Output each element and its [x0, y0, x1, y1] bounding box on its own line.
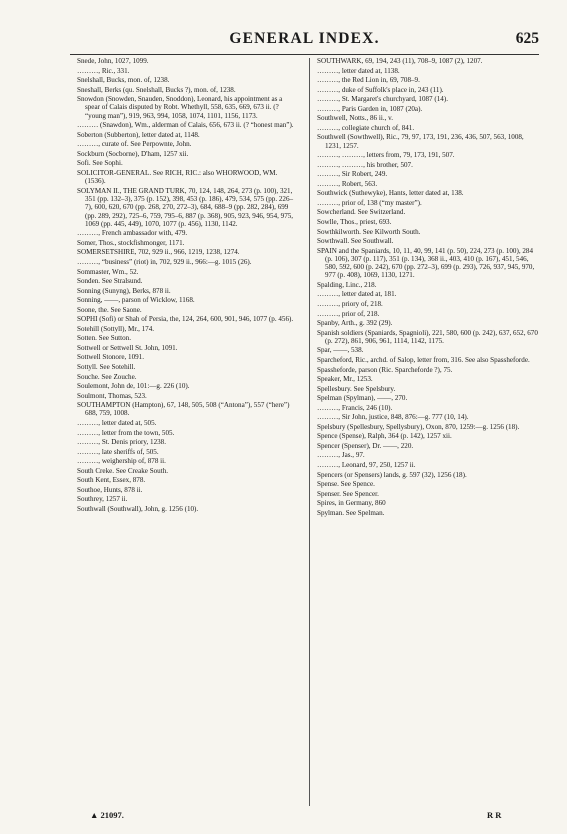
index-entry: South Kent, Essex, 878.: [77, 476, 146, 485]
index-entry: Spires, in Germany, 860: [317, 499, 386, 508]
index-entry: Spelsbury (Spellesbury, Spellysbury), Oxon, 870, 1259:—g. 1256 (18).: [317, 422, 520, 431]
index-entry: Southrey, 1257 ii.: [77, 495, 128, 504]
index-entry: SOUTHWARK, 69, 194, 243 (11), 708–9, 1087 (2), 1207.: [317, 57, 483, 65]
page-number: 625: [515, 30, 539, 47]
index-entry: Spylman. See Spelman.: [317, 508, 385, 517]
index-entry: Soulemont, John de, 101:—g. 226 (10).: [77, 382, 190, 391]
index-entry: Spalding, Linc., 218.: [317, 280, 377, 289]
index-entry: Southwell, Notts., 86 ii., v.: [317, 114, 393, 123]
index-entry: ………, ………, letters from, 79, 173, 191, 507.: [317, 151, 455, 160]
index-entry: ………, Paris Garden in, 1087 (20a).: [317, 104, 423, 113]
index-entry: ………, St. Denis priory, 1238.: [77, 438, 166, 447]
index-entry: ………, St. Margaret's churchyard, 1087 (14).: [317, 95, 448, 104]
signature-mark: ▲ 21097.: [90, 810, 124, 820]
index-entry: Southwick (Suthewyke), Hants, letter dated at, 138.: [317, 189, 464, 198]
index-entry: ………, duke of Suffolk's place in, 243 (11).: [317, 85, 444, 94]
index-entry: Spence (Spense), Ralph, 364 (p. 142), 1257 xii.: [317, 432, 452, 441]
index-entry: Sofi. See Sophi.: [77, 159, 123, 168]
index-entry: ………, letter from the town, 505.: [77, 428, 175, 437]
index-entry: Southoe, Hunts, 878 ii.: [77, 485, 143, 494]
index-entry: Sonning (Sunyng), Berks, 878 ii.: [77, 286, 171, 295]
index-entry: SOPHI (Sofi) or Shah of Persia, the, 124, 264, 600, 901, 946, 1077 (p. 456).: [77, 315, 294, 324]
index-entry: Sommaster, Wm., 52.: [77, 267, 139, 276]
index-entry: ………, Robert, 563.: [317, 179, 378, 188]
index-entry: ………, Francis, 246 (10).: [317, 403, 393, 412]
index-entry: SOUTHAMPTON (Hampton), 67, 148, 505, 508 (“Antona”), 557 (“here”) 688, 759, 1008.: [77, 401, 292, 418]
index-entry: Soberton (Subberton), letter dated at, 1148.: [77, 130, 200, 139]
running-title: GENERAL INDEX.: [229, 30, 380, 47]
index-entry: ………, prior of, 138 (“my master”).: [317, 198, 422, 207]
index-entry: Southwall (Southwall), John, g. 1256 (10).: [77, 504, 199, 513]
index-entry: Sowcherland. See Switzerland.: [317, 208, 406, 217]
index-entry: Sonden. See Stralsund.: [77, 277, 143, 286]
index-entry: ………, ………, his brother, 507.: [317, 160, 413, 169]
index-entry: Speaker, Mr., 1253.: [317, 375, 373, 384]
index-entry: ………, priory of, 218.: [317, 300, 383, 309]
index-entry: ………, Jas., 97.: [317, 451, 365, 460]
index-entry: ………, curate of. See Perpownte, John.: [77, 140, 192, 149]
index-entry: Sotehill (Sottyll), Mr., 174.: [77, 324, 155, 333]
index-entry: Sneshall, Berks (qu. Snelshall, Bucks ?), mon. of, 1238.: [77, 85, 236, 94]
index-entry: Snelshall, Bucks, mon. of, 1238.: [77, 76, 170, 85]
index-entry: Soone, the. See Saone.: [77, 305, 142, 314]
index-entry: Spencer (Spenser), Dr. ——, 220.: [317, 441, 414, 450]
index-entry: Spellesbury. See Spelsbury.: [317, 384, 396, 393]
index-entry: ……… (Snawdon), Wm., alderman of Calais, 656, 673 ii. (? “honest man”).: [77, 121, 294, 130]
index-entry: Souche. See Zouche.: [77, 372, 137, 381]
index-entry: Southwell (Sowthwell), Ric., 79, 97, 173, 191, 236, 436, 507, 563, 1008, 1231, 1257.: [317, 133, 526, 150]
index-entry: Sottwell or Settwell St. John, 1091.: [77, 343, 178, 352]
index-entry: Sottyll. See Sotehill.: [77, 362, 136, 371]
index-column-left: [77, 57, 299, 514]
index-entry: Sottwell Stonore, 1091.: [77, 353, 144, 362]
index-entry: Spelman (Spylman), ——, 270.: [317, 394, 408, 403]
index-entry: ………, the Red Lion in, 69, 708–9.: [317, 76, 420, 85]
index-entry: Sonning, ——, parson of Wicklow, 1168.: [77, 296, 195, 305]
index-entry: ………, Sir John, justice, 848, 876:—g. 777 (10, 14).: [317, 413, 469, 422]
index-entry: ………, late sheriffs of, 505.: [77, 447, 159, 456]
index-entry: SPAIN and the Spaniards, 10, 11, 40, 99, 141 (p. 50), 224, 273 (p. 100), 284 (p. 106), 307 (p. 117), 351 (p. 134), 368 ii., 403, 410 (p. 167), 451, 546, 580, 592, 600 (p. 242), 670 (pp. 272–3), 699 (p. 293), 726, 937, 945, 970, 977 (p. 408), 1069, 1130, 1271.: [317, 246, 537, 280]
index-entry: Sockburn (Socborne), D'ham, 1257 xii.: [77, 149, 189, 158]
index-entry: ………, letter dated at, 181.: [317, 290, 397, 299]
index-entry: Sparcheford, Ric., archd. of Salop, letter from, 316. See also Spassheforde.: [317, 356, 530, 365]
index-entry: Spar, ——, 538.: [317, 346, 364, 355]
index-entry: Soulmont, Thomas, 523.: [77, 391, 147, 400]
index-entry: SOMERSETSHIRE, 702, 929 ii., 966, 1219, 1238, 1274.: [77, 248, 240, 257]
index-entry: ………, “business” (riot) in, 702, 929 ii., 966:—g. 1015 (26).: [77, 257, 252, 266]
index-entry: ………, Leonard, 97, 250, 1257 ii.: [317, 461, 416, 470]
index-column-right: [317, 57, 539, 518]
gathering-mark: R R: [487, 810, 502, 820]
index-entry: ………, letter dated at, 1138.: [317, 66, 400, 75]
index-entry: Sowlle, Thos., priest, 693.: [317, 218, 392, 226]
index-entry: Snowdon (Snowden, Snauden, Snoddon), Leonard, his appointment as a spear of Calais disputed by Robt. Whethyll, 558, 635, 669, 673 ii. (? “young man”), 919, 963, 994, 1058, 1074, 1101, 1156, 1173.: [77, 95, 285, 120]
index-entry: SOLYMAN II., THE GRAND TURK, 70, 124, 148, 264, 273 (p. 100), 321, 351 (pp. 132–3), 375 (p. 152), 398, 453 (p. 186), 479, 534, 575 (pp. 226–7), 600, 620, 670 (pp. 268, 270, 272–3), 684, 688–9 (pp. 282, 284), 699 (pp. 289, 292), 725–6, 759, 795–6, 887 (p. 368), 905, 923, 946, 954, 975, 1069 (pp. 445, 449), 1070, 1077 (p. 456), 1130, 1142.: [77, 186, 295, 228]
index-entry: Spencers (or Spensers) lands, g. 597 (32), 1256 (18).: [317, 470, 467, 479]
index-entry: SOLICITOR-GENERAL. See RICH, RIC.: also WHORWOOD, WM. (1536).: [77, 168, 280, 186]
index-entry: ………, prior of, 218.: [317, 309, 380, 318]
index-entry: Spense. See Spence.: [317, 480, 375, 489]
index-entry: ………, French ambassador with, 479.: [77, 229, 188, 238]
index-entry: Spanish soldiers (Spaniards, Spagnioli), 221, 580, 600 (p. 242), 637, 652, 670 (p. 272), 861, 906, 961, 1114, 1142, 1175.: [317, 328, 540, 345]
header-rule: [70, 54, 539, 55]
page-header: [70, 30, 539, 52]
index-entry: Spanby, Arth., g. 392 (29).: [317, 319, 393, 328]
index-entry: Spassheforde, parson (Ric. Sparcheforde ?), 75.: [317, 365, 453, 374]
column-divider: [309, 58, 310, 806]
index-entry: Sowthkilworth. See Kilworth South.: [317, 227, 421, 236]
index-entry: ………, Ric., 331.: [77, 66, 130, 75]
index-entry: Spenser. See Spencer.: [317, 489, 379, 498]
index-entry: ………, Sir Robert, 249.: [317, 170, 388, 179]
index-entry: Snede, John, 1027, 1099.: [77, 57, 149, 65]
index-entry: Sowthwall. See Southwall.: [317, 237, 394, 246]
index-entry: ………, collegiate church of, 841.: [317, 123, 415, 132]
index-entry: Sotten. See Sutton.: [77, 334, 131, 343]
index-entry: Somer, Thos., stockfishmonger, 1171.: [77, 238, 185, 247]
index-entry: South Creke. See Creake South.: [77, 466, 169, 475]
index-entry: ………, letter dated at, 505.: [77, 418, 157, 427]
index-entry: ………, weighership of, 878 ii.: [77, 457, 166, 466]
